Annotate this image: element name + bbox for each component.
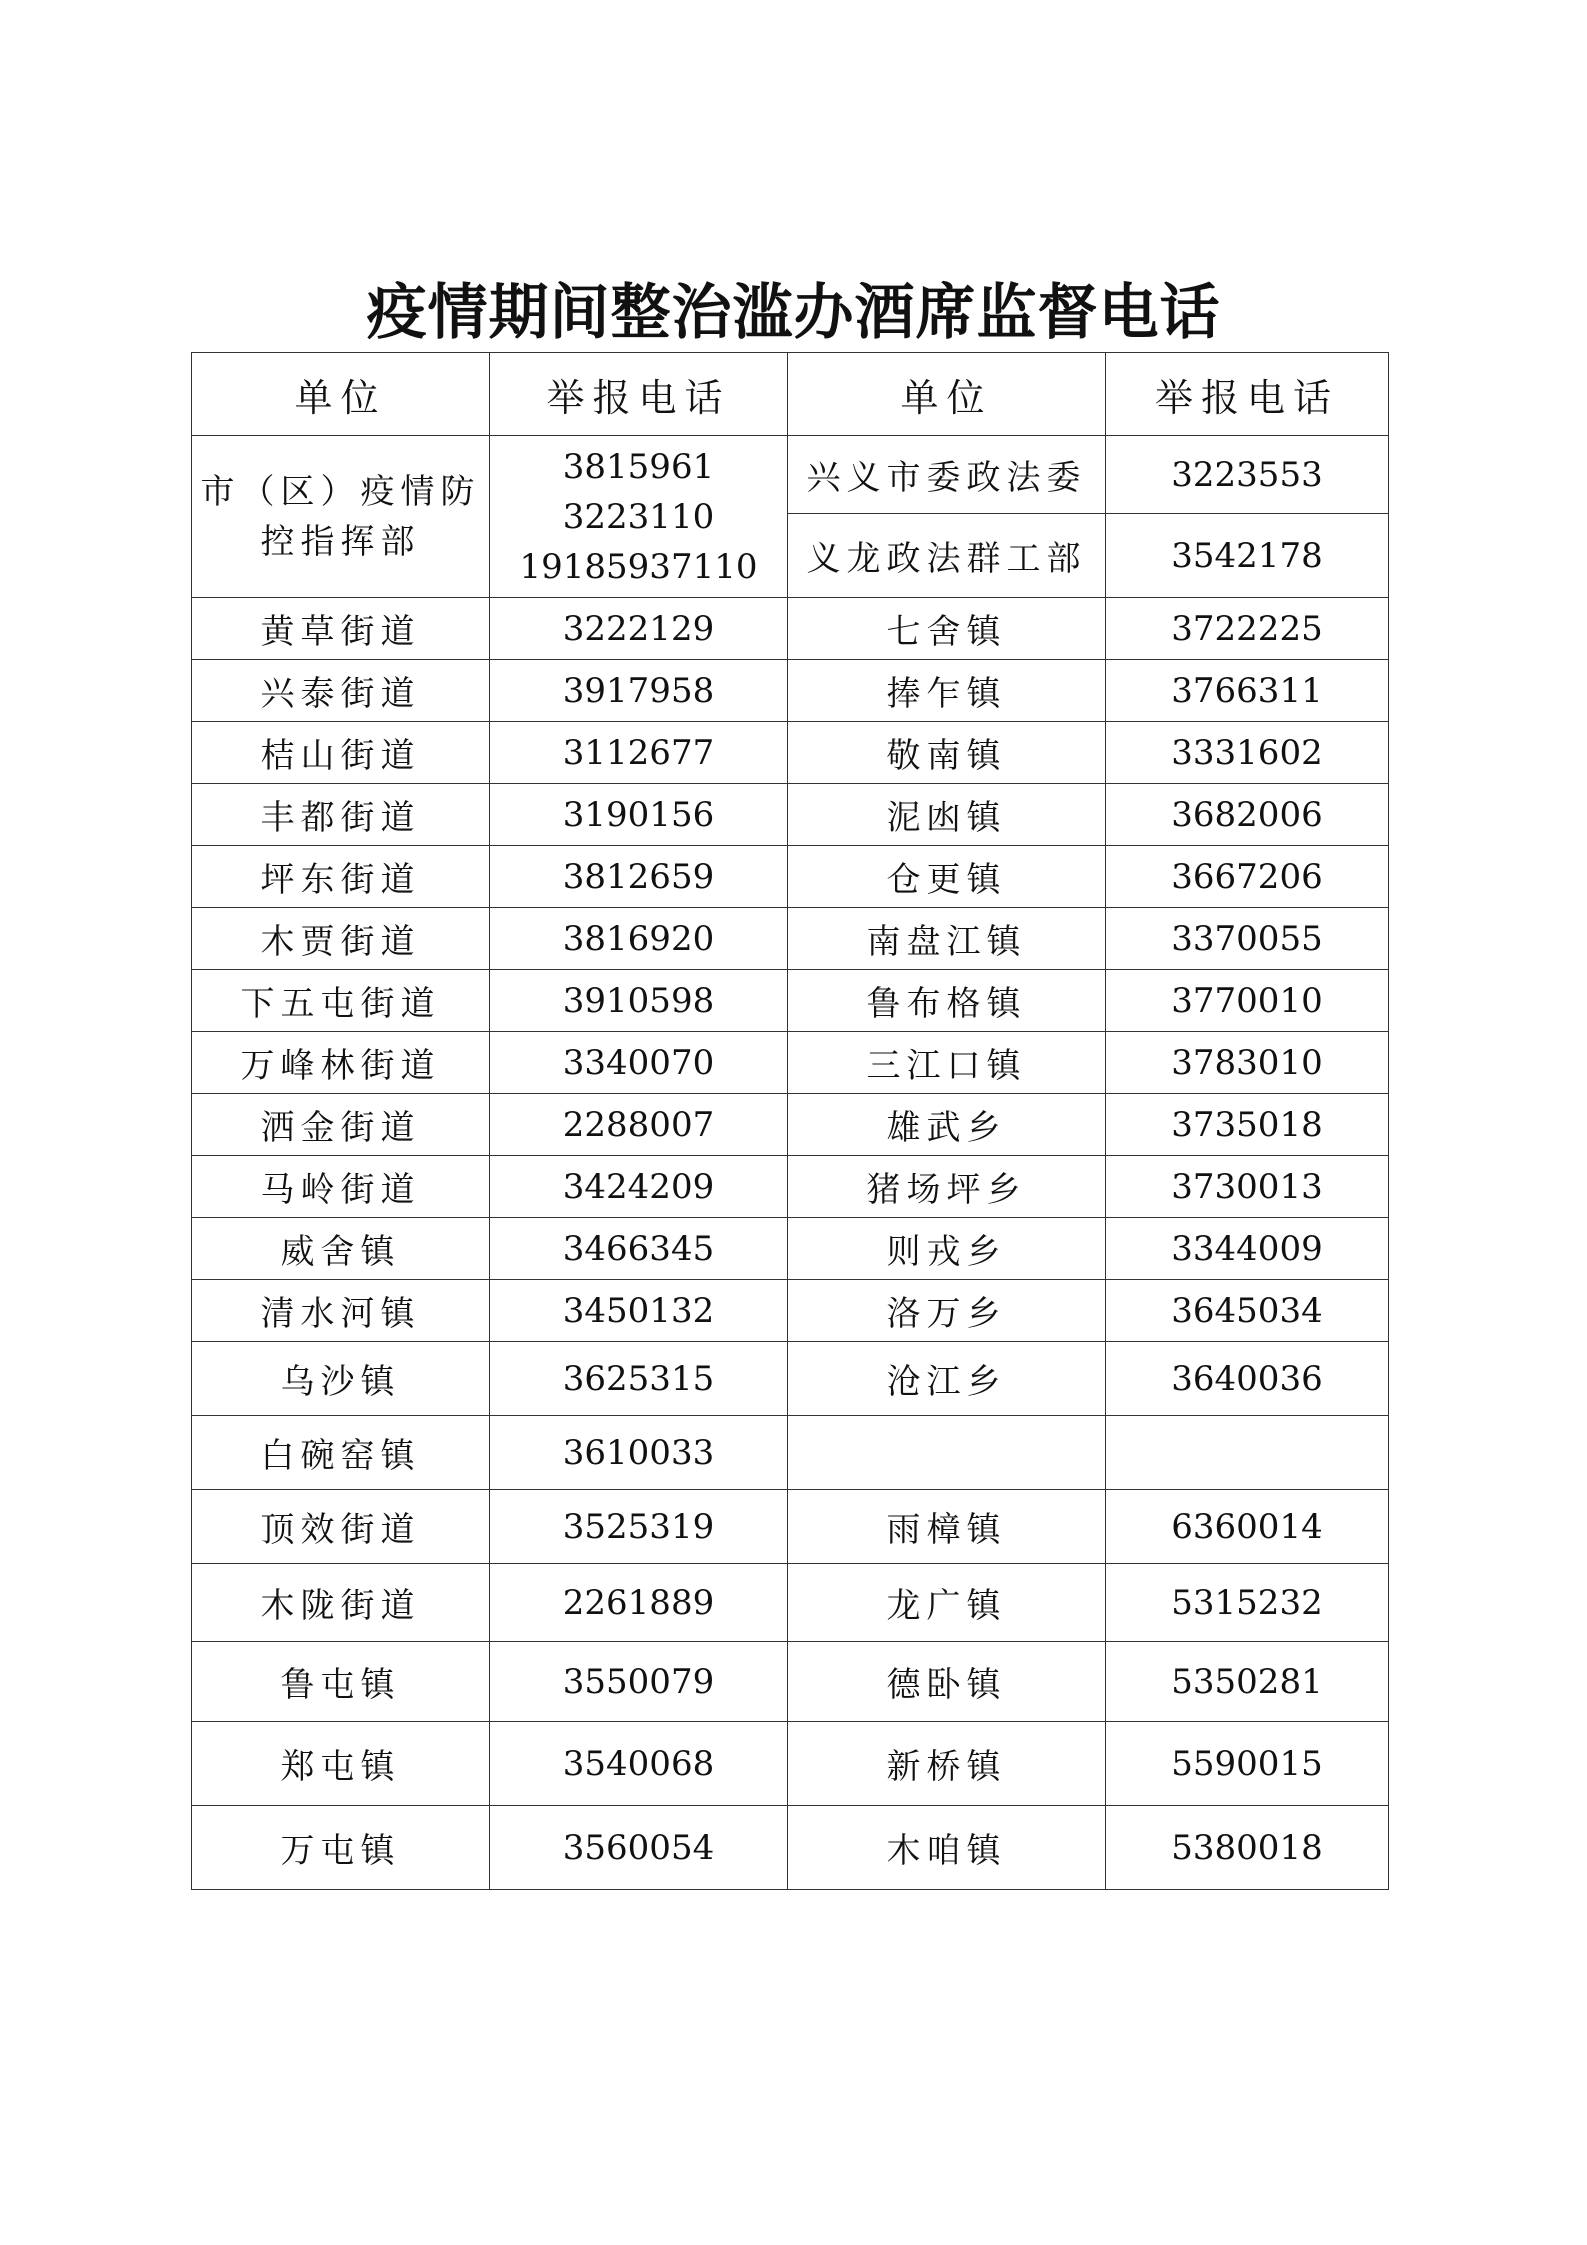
phone-left-cell: 3816920	[490, 908, 788, 970]
phone-right-cell	[1106, 1416, 1389, 1490]
table-row	[192, 784, 1389, 846]
hq-unit-cell	[192, 436, 490, 598]
phone-left-cell: 3466345	[490, 1218, 788, 1280]
phone-right-cell: 3682006	[1106, 784, 1389, 846]
phone-left-cell: 3190156	[490, 784, 788, 846]
table-row	[192, 1218, 1389, 1280]
table-row	[192, 908, 1389, 970]
phone-right-cell: 3730013	[1106, 1156, 1389, 1218]
table-row	[192, 1094, 1389, 1156]
phone-left-cell: 3525319	[490, 1490, 788, 1564]
unit-left-cell: 清水河镇	[192, 1280, 490, 1342]
hq-right-phone-2: 3542178	[1106, 514, 1389, 598]
phone-left-cell: 3112677	[490, 722, 788, 784]
unit-right-cell: 泥凼镇	[788, 784, 1106, 846]
phone-right-cell: 3344009	[1106, 1218, 1389, 1280]
unit-left-cell: 黄草街道	[192, 598, 490, 660]
phone-left-cell: 3917958	[490, 660, 788, 722]
table-row	[192, 1342, 1389, 1416]
phone-left-cell: 3910598	[490, 970, 788, 1032]
unit-left-cell: 马岭街道	[192, 1156, 490, 1218]
hq-phone-2: 3223110	[562, 496, 715, 537]
hq-right-unit-2: 义龙政法群工部	[788, 514, 1106, 598]
unit-left-cell: 郑屯镇	[192, 1722, 490, 1806]
table-header-row	[192, 353, 1389, 436]
header-phone-right: 举报电话	[1106, 353, 1389, 436]
header-unit-right: 单位	[788, 353, 1106, 436]
phone-right-cell: 3640036	[1106, 1342, 1389, 1416]
phone-left-cell: 2261889	[490, 1564, 788, 1642]
hq-phone-cell	[490, 436, 788, 598]
unit-left-cell: 鲁屯镇	[192, 1642, 490, 1722]
phone-right-cell: 5350281	[1106, 1642, 1389, 1722]
unit-left-cell: 白碗窑镇	[192, 1416, 490, 1490]
phone-left-cell: 3540068	[490, 1722, 788, 1806]
unit-right-cell: 沧江乡	[788, 1342, 1106, 1416]
phone-left-cell: 3610033	[490, 1416, 788, 1490]
unit-right-cell: 德卧镇	[788, 1642, 1106, 1722]
unit-right-cell: 仓更镇	[788, 846, 1106, 908]
phone-right-cell: 6360014	[1106, 1490, 1389, 1564]
unit-left-cell: 坪东街道	[192, 846, 490, 908]
page-title: 疫情期间整治滥办酒席监督电话	[366, 278, 1221, 348]
unit-left-cell: 兴泰街道	[192, 660, 490, 722]
hq-right-unit-1: 兴义市委政法委	[788, 436, 1106, 514]
phone-right-cell: 3331602	[1106, 722, 1389, 784]
hq-phone-1: 3815961	[562, 446, 715, 487]
unit-right-cell: 则戎乡	[788, 1218, 1106, 1280]
unit-left-cell: 木贾街道	[192, 908, 490, 970]
unit-right-cell: 新桥镇	[788, 1722, 1106, 1806]
unit-left-cell: 木陇街道	[192, 1564, 490, 1642]
table-row	[192, 1642, 1389, 1722]
phone-left-cell: 2288007	[490, 1094, 788, 1156]
table-row-hq-1	[192, 436, 1389, 514]
phone-right-cell: 3783010	[1106, 1032, 1389, 1094]
header-phone-left: 举报电话	[490, 353, 788, 436]
unit-right-cell: 捧乍镇	[788, 660, 1106, 722]
phone-right-cell: 5590015	[1106, 1722, 1389, 1806]
phone-left-cell: 3222129	[490, 598, 788, 660]
unit-right-cell: 三江口镇	[788, 1032, 1106, 1094]
phone-right-cell: 3735018	[1106, 1094, 1389, 1156]
unit-left-cell: 万峰林街道	[192, 1032, 490, 1094]
unit-right-cell: 南盘江镇	[788, 908, 1106, 970]
hotline-table	[191, 352, 1389, 1890]
hq-unit-line-1: 市（区）疫情防	[200, 471, 481, 512]
unit-right-cell: 猪场坪乡	[788, 1156, 1106, 1218]
table-row	[192, 1806, 1389, 1890]
phone-left-cell: 3812659	[490, 846, 788, 908]
phone-right-cell: 5380018	[1106, 1806, 1389, 1890]
table-row	[192, 1280, 1389, 1342]
phone-right-cell: 3770010	[1106, 970, 1389, 1032]
phone-left-cell: 3560054	[490, 1806, 788, 1890]
unit-right-cell: 鲁布格镇	[788, 970, 1106, 1032]
hq-phone-3: 19185937110	[519, 546, 758, 587]
unit-right-cell: 龙广镇	[788, 1564, 1106, 1642]
unit-left-cell: 桔山街道	[192, 722, 490, 784]
table-row	[192, 598, 1389, 660]
table-row	[192, 1032, 1389, 1094]
unit-left-cell: 乌沙镇	[192, 1342, 490, 1416]
phone-left-cell: 3340070	[490, 1032, 788, 1094]
table-row	[192, 1490, 1389, 1564]
table-row	[192, 970, 1389, 1032]
table-row	[192, 660, 1389, 722]
phone-right-cell: 3766311	[1106, 660, 1389, 722]
table-row	[192, 1722, 1389, 1806]
unit-left-cell: 威舍镇	[192, 1218, 490, 1280]
table-row	[192, 1564, 1389, 1642]
unit-right-cell: 敬南镇	[788, 722, 1106, 784]
phone-right-cell: 3645034	[1106, 1280, 1389, 1342]
phone-left-cell: 3424209	[490, 1156, 788, 1218]
phone-right-cell: 3370055	[1106, 908, 1389, 970]
table-row	[192, 1416, 1389, 1490]
unit-right-cell: 洛万乡	[788, 1280, 1106, 1342]
phone-right-cell: 5315232	[1106, 1564, 1389, 1642]
table-row	[192, 722, 1389, 784]
unit-left-cell: 下五屯街道	[192, 970, 490, 1032]
table-row	[192, 1156, 1389, 1218]
phone-right-cell: 3667206	[1106, 846, 1389, 908]
unit-left-cell: 洒金街道	[192, 1094, 490, 1156]
header-unit-left: 单位	[192, 353, 490, 436]
unit-right-cell: 木咱镇	[788, 1806, 1106, 1890]
phone-left-cell: 3550079	[490, 1642, 788, 1722]
unit-left-cell: 万屯镇	[192, 1806, 490, 1890]
phone-left-cell: 3625315	[490, 1342, 788, 1416]
unit-left-cell: 顶效街道	[192, 1490, 490, 1564]
unit-right-cell: 雨樟镇	[788, 1490, 1106, 1564]
hq-right-phone-1: 3223553	[1106, 436, 1389, 514]
phone-left-cell: 3450132	[490, 1280, 788, 1342]
hq-unit-line-2: 控指挥部	[260, 521, 421, 562]
phone-right-cell: 3722225	[1106, 598, 1389, 660]
unit-left-cell: 丰都街道	[192, 784, 490, 846]
table-row	[192, 846, 1389, 908]
unit-right-cell: 雄武乡	[788, 1094, 1106, 1156]
unit-right-cell	[788, 1416, 1106, 1490]
unit-right-cell: 七舍镇	[788, 598, 1106, 660]
